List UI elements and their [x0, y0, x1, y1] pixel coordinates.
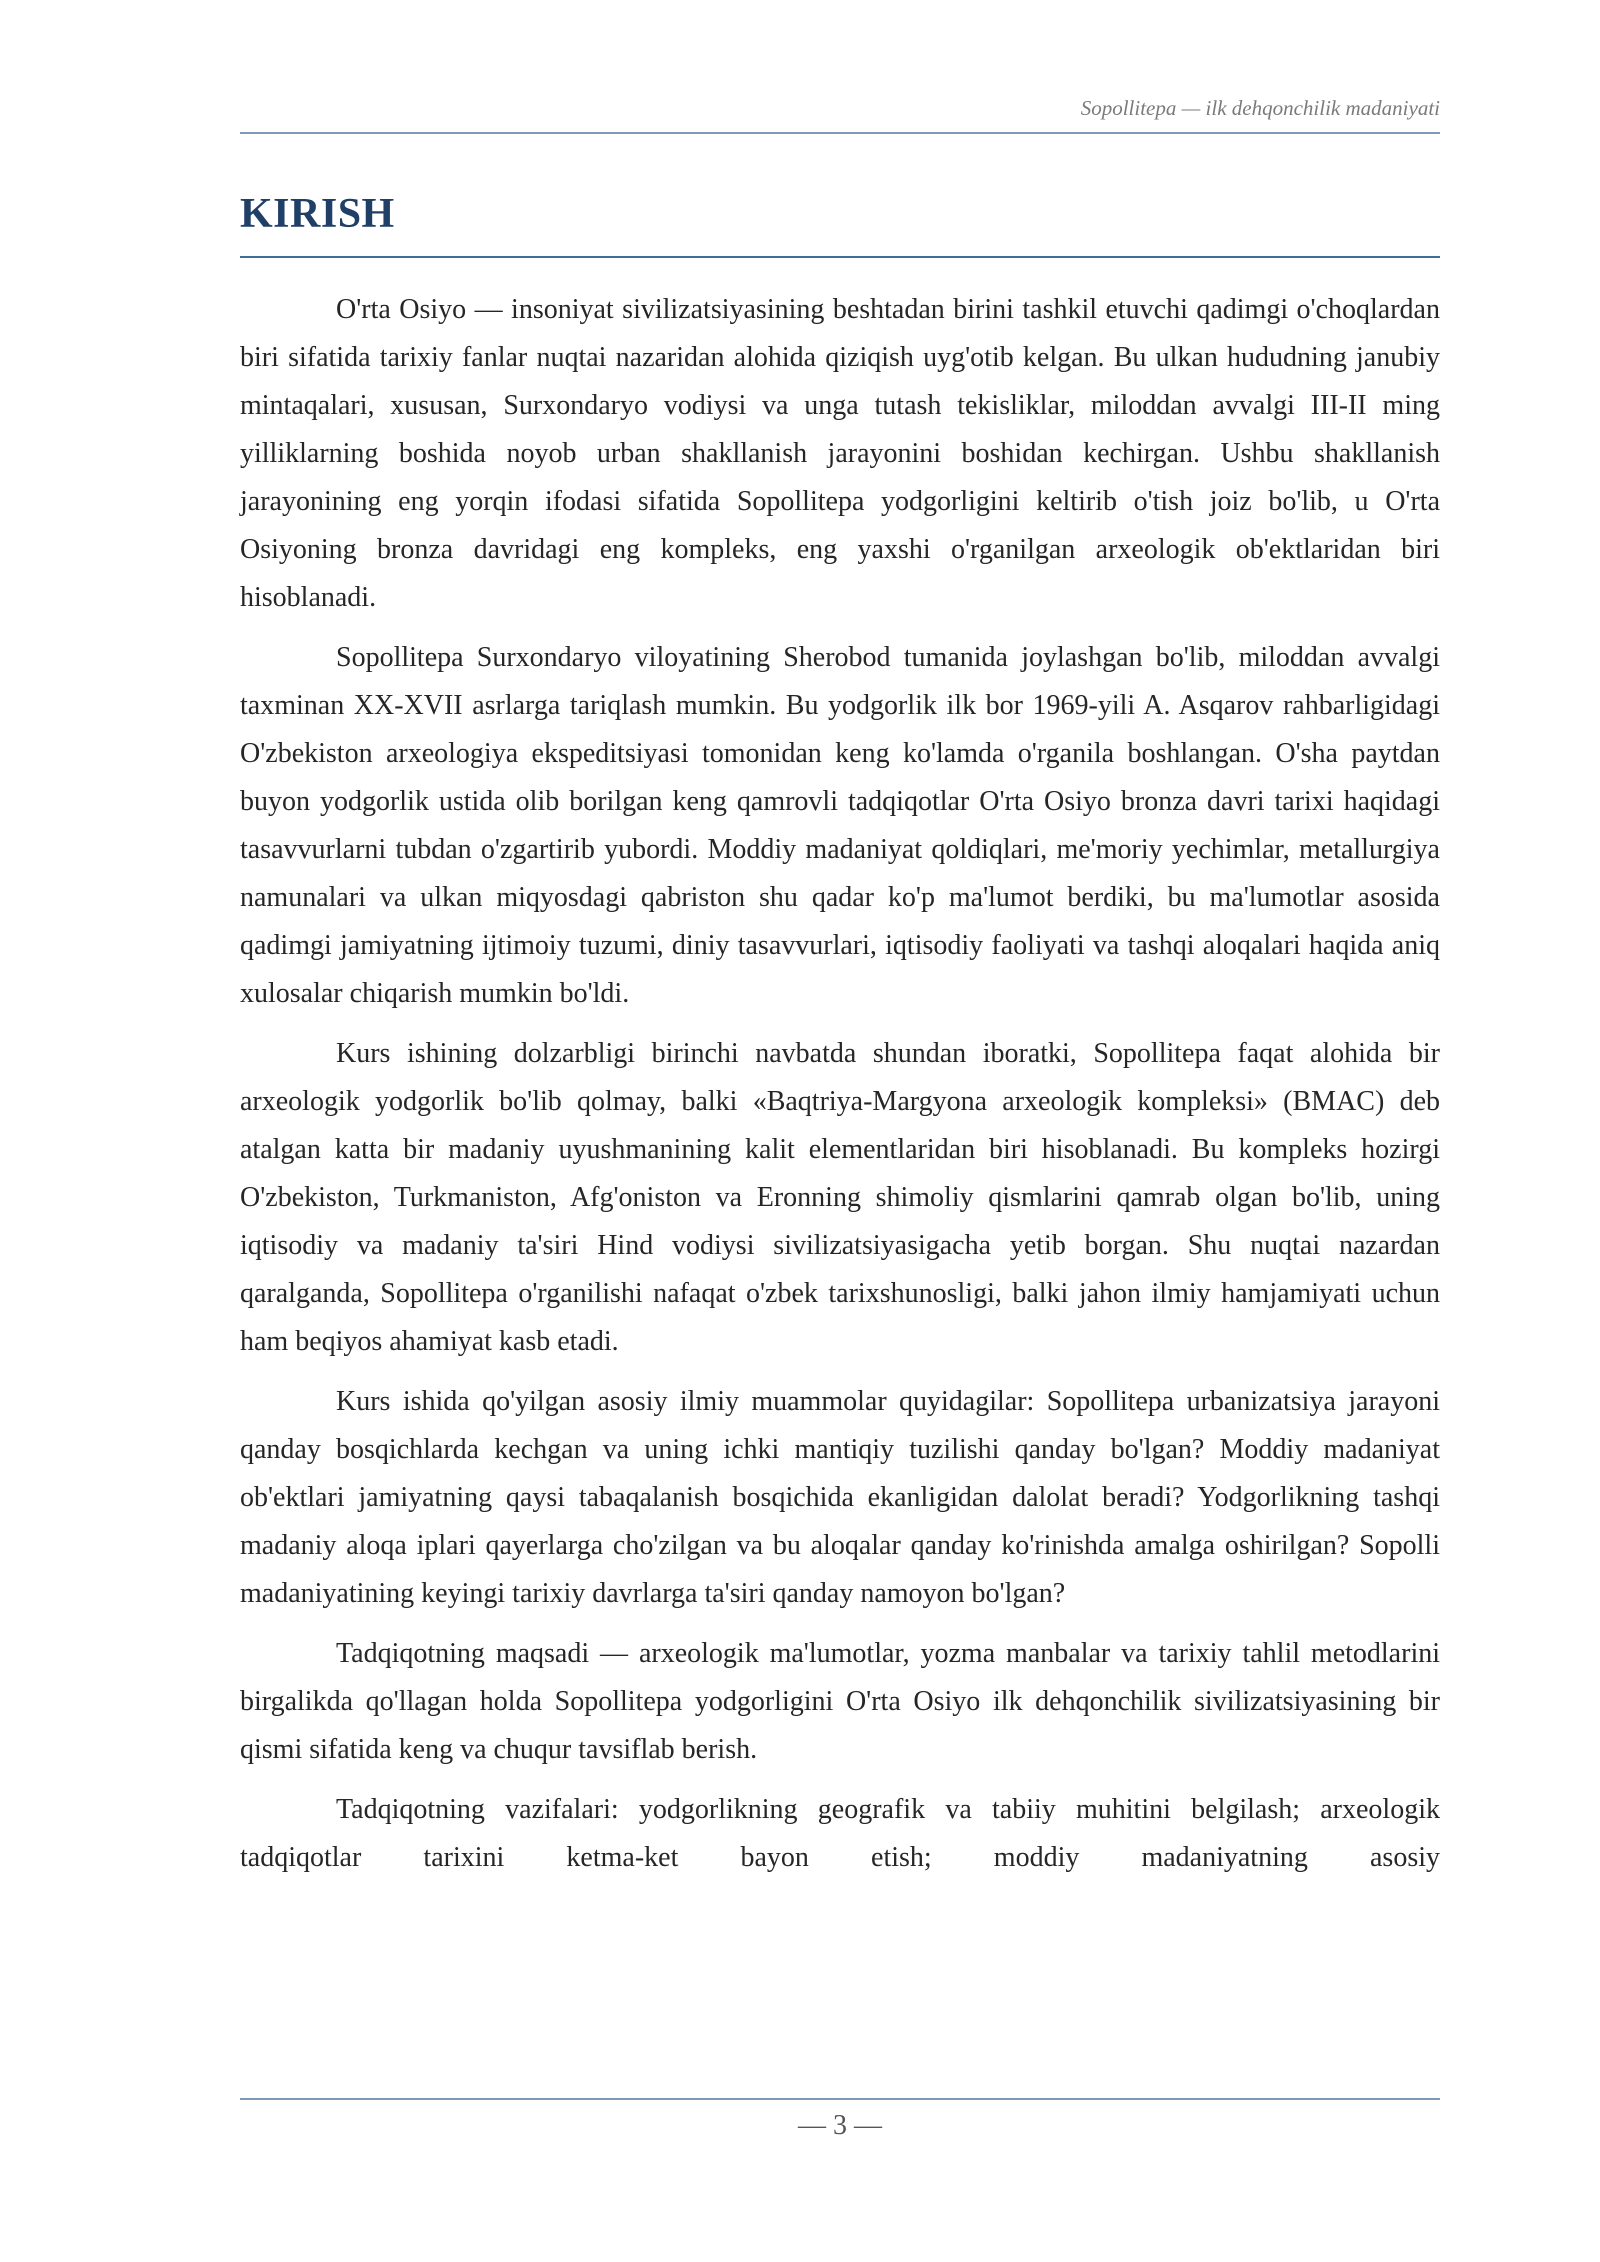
paragraph: Sopollitepa Surxondaryo viloyatining Sherobod tumanida joylashgan bo'lib, miloddan avvalgi taxminan XX-XVII asrlarga tariqlash mumkin. Bu yodgorlik ilk bor 1969-yili A. Asqarov rahbarligidagi O'zbekiston arxeologiya ekspeditsiyasi tomonidan keng ko'lamda o'rganila boshlangan. O'sha paytdan buyon yodgorlik ustida olib borilgan keng qamrovli tadqiqotlar O'rta Osiyo bronza davri tarixi haqidagi tasavvurlarni tubdan o'zgartirib yubordi. Moddiy madaniyat qoldiqlari, me'moriy yechimlar, metallurgiya namunalari va ulkan miqyosdagi qabriston shu qadar ko'p ma'lumot berdiki, bu ma'lumotlar asosida qadimgi jamiyatning ijtimoiy tuzumi, diniy tasavvurlari, iqtisodiy faoliyati va tashqi aloqalari haqida aniq xulosalar chiqarish mumkin bo'ldi.: [240, 642, 1440, 1009]
page-number: — 3 —: [798, 2110, 882, 2141]
paragraph: O'rta Osiyo — insoniyat sivilizatsiyasining beshtadan birini tashkil etuvchi qadimgi o'choqlardan biri sifatida tarixiy fanlar nuqtai nazaridan alohida qiziqish uyg'otib kelgan. Bu ulkan hududning janubiy mintaqalari, xususan, Surxondaryo vodiysi va unga tutash tekisliklar, miloddan avvalgi III-II ming yilliklarning boshida noyob urban shakllanish jarayonini boshidan kechirgan. Ushbu shakllanish jarayonining eng yorqin ifodasi sifatida Sopollitepa yodgorligini keltirib o'tish joiz bo'lib, u O'rta Osiyoning bronza davridagi eng kompleks, eng yaxshi o'rganilgan arxeologik ob'ektlaridan biri hisoblanadi.: [240, 294, 1440, 613]
footer-divider: [240, 2098, 1440, 2100]
paragraph: Tadqiqotning maqsadi — arxeologik ma'lumotlar, yozma manbalar va tarixiy tahlil metodlarini birgalikda qo'llagan holda Sopollitepa yodgorligini O'rta Osiyo ilk dehqonchilik sivilizatsiyasining bir qismi sifatida keng va chuqur tavsiflab berish.: [240, 1638, 1440, 1765]
body-text: [240, 286, 1440, 1894]
header-divider: [240, 132, 1440, 134]
running-header: Sopollitepa — ilk dehqonchilik madaniyati: [1080, 96, 1440, 120]
paragraph: Kurs ishida qo'yilgan asosiy ilmiy muammolar quyidagilar: Sopollitepa urbanizatsiya jarayoni qanday bosqichlarda kechgan va uning ichki mantiqiy tuzilishi qanday bo'lgan? Moddiy madaniyat ob'ektlari jamiyatning qaysi tabaqalanish bosqichida ekanligidan dalolat beradi? Yodgorlikning tashqi madaniy aloqa iplari qayerlarga cho'zilgan va bu aloqalar qanday ko'rinishda amalga oshirilgan? Sopolli madaniyatining keyingi tarixiy davrlarga ta'siri qanday namoyon bo'lgan?: [240, 1386, 1440, 1609]
paragraph: Tadqiqotning vazifalari: yodgorlikning geografik va tabiiy muhitini belgilash; arxeologik tadqiqotlar tarixini ketma-ket bayon etish; moddiy madaniyatning asosiy: [240, 1794, 1440, 1873]
title-divider: [240, 256, 1440, 258]
document-page: [240, 0, 1440, 2262]
paragraph: Kurs ishining dolzarbligi birinchi navbatda shundan iboratki, Sopollitepa faqat alohida bir arxeologik yodgorlik bo'lib qolmay, balki «Baqtriya-Margyona arxeologik kompleksi» (BMAC) deb atalgan katta bir madaniy uyushmanining kalit elementlaridan biri hisoblanadi. Bu kompleks hozirgi O'zbekiston, Turkmaniston, Afg'oniston va Eronning shimoliy qismlarini qamrab olgan bo'lib, uning iqtisodiy va madaniy ta'siri Hind vodiysi sivilizatsiyasigacha yetib borgan. Shu nuqtai nazardan qaralganda, Sopollitepa o'rganilishi nafaqat o'zbek tarixshunosligi, balki jahon ilmiy hamjamiyati uchun ham beqiyos ahamiyat kasb etadi.: [240, 1038, 1440, 1357]
chapter-title: KIRISH: [240, 191, 395, 237]
